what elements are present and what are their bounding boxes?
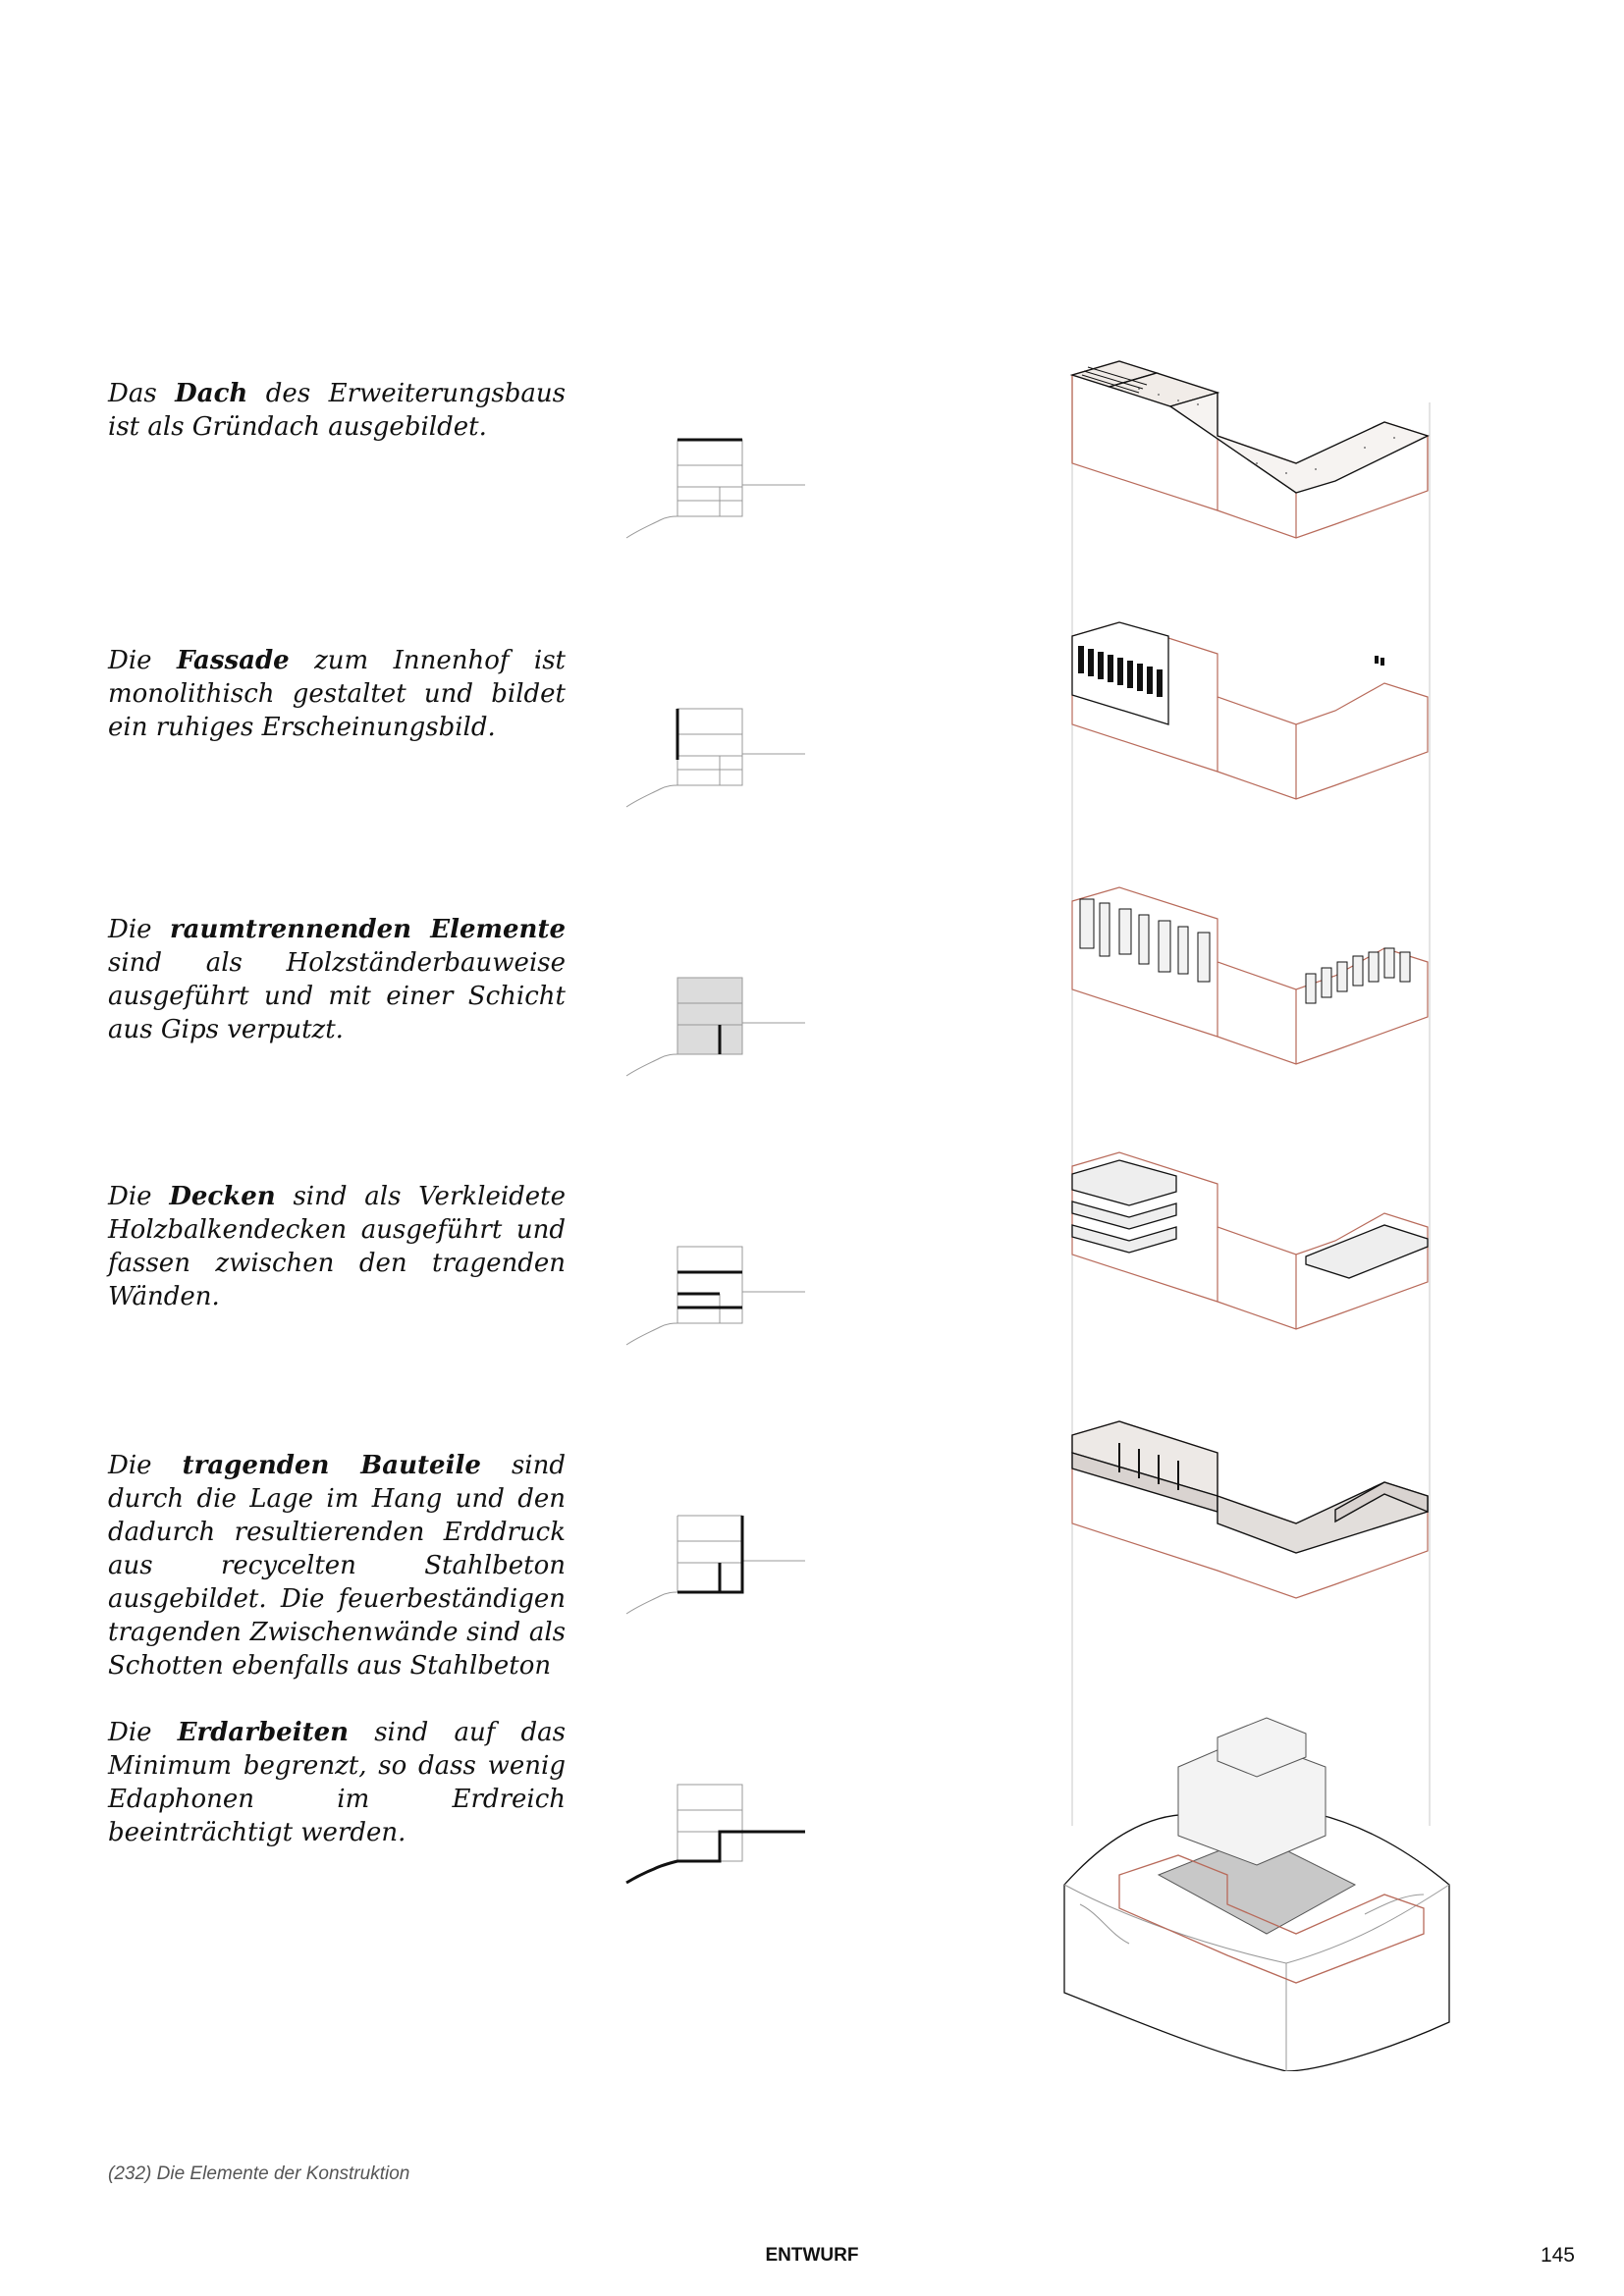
section-diagram-facade <box>619 691 815 819</box>
section-diagram-earthworks <box>619 1767 815 1895</box>
axonometric-ceilings <box>1060 1145 1453 1341</box>
text-block-load-bearing: Die tragenden Bauteile sind durch die Lage im Hang und den dadurch resultierenden Erddruck aus recycelten Stahlbeton ausgebildet. Die feuerbeständigen tragenden Zwischenwände sind als Schotten ebenfalls aus Stahlbeton <box>108 1451 566 1681</box>
text-block-ceilings: Die Decken sind als Verkleidete Holzbalkendecken ausgeführt und fassen zwischen den tragenden Wänden. <box>108 1182 567 1311</box>
section-diagram-load-bearing <box>619 1498 815 1626</box>
section-diagram-roof <box>619 422 815 550</box>
text-block-facade: Die Fassade zum Innenhof ist monolithisch gestaltet und bildet ein ruhiges Erscheinungsbild. <box>108 646 566 742</box>
axonometric-partitions <box>1060 880 1453 1076</box>
text-block-roof: Das Dach des Erweiterungsbaus ist als Gründach ausgebildet. <box>108 379 566 442</box>
text-block-partitions: Die raumtrennenden Elemente sind als Holzständerbauweise ausgeführt und mit einer Schicht aus Gips verputzt. <box>108 915 566 1044</box>
section-label: ENTWURF <box>765 2245 859 2266</box>
text-block-earthworks: Die Erdarbeiten sind auf das Minimum begrenzt, so dass wenig Edaphonen im Erdreich beeinträchtigt werden. <box>108 1718 566 1847</box>
section-diagram-ceilings <box>619 1229 815 1357</box>
figure-caption: (232) Die Elemente der Konstruktion <box>108 2163 410 2184</box>
axonometric-facade <box>1060 614 1453 811</box>
axonometric-roof <box>1060 353 1453 550</box>
axonometric-load-bearing <box>1060 1414 1453 1610</box>
axonometric-site-terrain <box>1060 1698 1453 2071</box>
page-number: 145 <box>1540 2244 1575 2267</box>
section-diagram-partitions <box>619 960 815 1088</box>
